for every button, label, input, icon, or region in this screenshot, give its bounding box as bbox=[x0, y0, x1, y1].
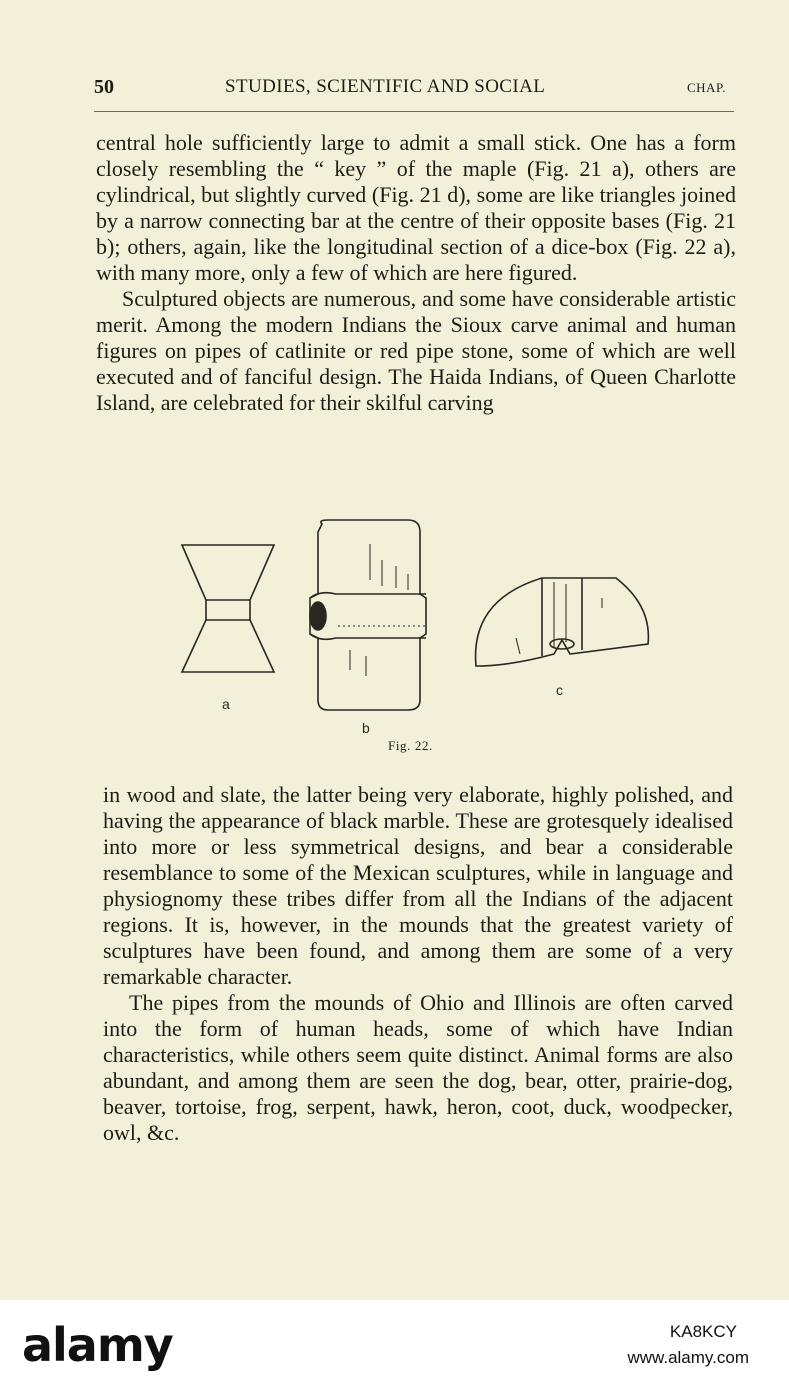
page-number: 50 bbox=[94, 76, 114, 98]
figure-caption: Fig. 22. bbox=[388, 738, 433, 753]
brand-logo: alamy bbox=[22, 1318, 173, 1372]
running-header bbox=[94, 76, 730, 104]
figure-label-a: a bbox=[222, 696, 230, 712]
paragraph-sculptured-objects: Sculptured objects are numerous, and some have considerable artistic merit. Among the modern Indians the Sioux carve animal and human figures on pipes of catlinite or red pipe stone, some of which are well executed and of fanciful design. The Haida Indians, of Queen Charlotte Island, are celebrated for their skilful carving bbox=[96, 286, 736, 415]
figure-22-drawing bbox=[170, 510, 660, 760]
object-b-drawing bbox=[310, 520, 426, 710]
paragraph-pipes-from-mounds: The pipes from the mounds of Ohio and Illinois are often carved into the form of human heads, some of which have Indian characteristics, while others seem quite distinct. Animal forms are also abundant, and among them are seen the dog, bear, otter, prairie-dog, beaver, tortoise, frog, serpent, hawk, heron, coot, duck, woodpecker, owl, &c. bbox=[103, 990, 733, 1145]
website-link[interactable]: www.alamy.com bbox=[627, 1348, 749, 1367]
paragraph-continuation: central hole sufficiently large to admit a small stick. One has a form closely resembling the “ key ” of the maple (Fig. 21 a), others are cylindrical, but slightly curved (Fig. 21 d), some are like triangles joined by a narrow connecting bar at the centre of their opposite bases (Fig. 21 b); others, again, like the longitudinal section of a dice-box (Fig. 22 a), with many more, only a few of which are here figured. bbox=[96, 130, 736, 285]
running-title: STUDIES, SCIENTIFIC AND SOCIAL bbox=[225, 76, 546, 97]
object-a-drawing bbox=[182, 545, 274, 672]
stock-footer bbox=[0, 1300, 789, 1390]
header-rule bbox=[94, 111, 734, 112]
figure-label-b: b bbox=[362, 720, 370, 736]
object-c-drawing bbox=[476, 578, 649, 666]
paragraph-wood-and-slate: in wood and slate, the latter being very elaborate, highly polished, and having the appearance of black marble. These are grotesquely idealised into more or less symmetrical designs, and bear a considerable resemblance to some of the Mexican sculptures, while in language and physiognomy these tribes differ from all the Indians of the adjacent regions. It is, however, in the mounds that the greatest variety of sculptures have been found, and among them are some of a very remarkable character. bbox=[103, 782, 733, 989]
text-block-top bbox=[96, 130, 736, 416]
image-code: KA8KCY bbox=[669, 1322, 737, 1341]
text-block-bottom bbox=[103, 782, 733, 1146]
figure-label-c: c bbox=[556, 682, 563, 698]
figure-22 bbox=[170, 510, 660, 760]
chapter-label: CHAP. bbox=[687, 80, 726, 95]
